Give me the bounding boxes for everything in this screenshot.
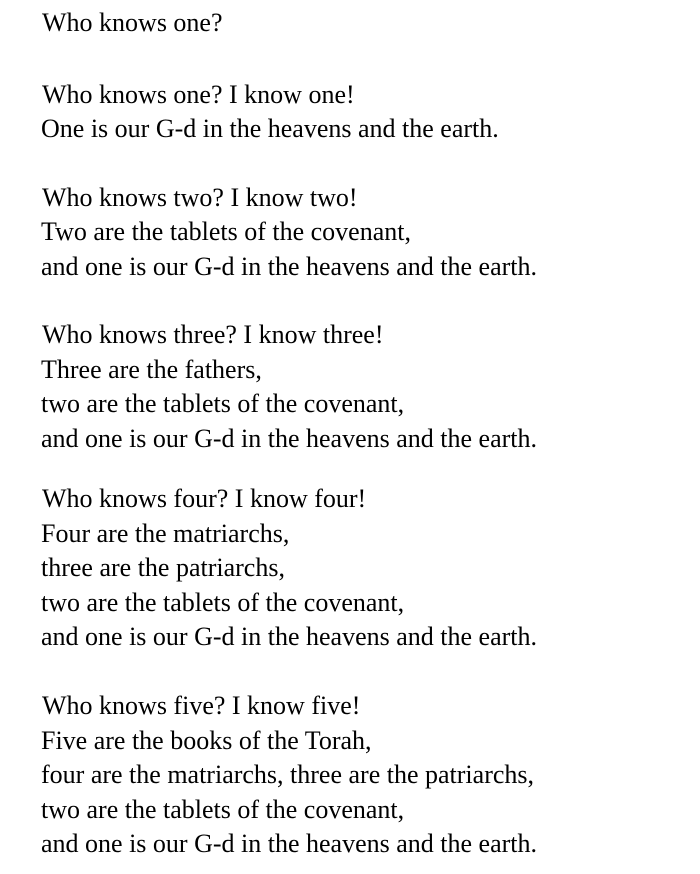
stanza-line: Who knows five? I know five! [42,691,361,720]
stanza-line: One is our G-d in the heavens and the earth. [41,114,499,143]
stanza-line: Two are the tablets of the covenant, [41,217,411,246]
stanza-line: two are the tablets of the covenant, [41,588,405,617]
stanza-line: Five are the books of the Torah, [41,726,372,755]
stanza-line: Four are the matriarchs, [41,519,290,548]
stanza-line: four are the matriarchs, three are the patriarchs, [41,760,535,789]
stanza-line: Who knows one? I know one! [42,80,355,109]
document-title: Who knows one? [42,8,223,37]
stanza-line: and one is our G-d in the heavens and the earth. [41,424,538,453]
stanza-line: two are the tablets of the covenant, [41,389,405,418]
stanza-line: Three are the fathers, [41,355,262,384]
stanza-line: and one is our G-d in the heavens and the earth. [41,252,538,281]
stanza-line: Who knows two? I know two! [42,183,358,212]
stanza-line: Who knows four? I know four! [42,484,367,513]
stanza-line: and one is our G-d in the heavens and the earth. [41,829,538,858]
stanza-line: Who knows three? I know three! [42,320,384,349]
stanza-line: three are the patriarchs, [41,553,285,582]
stanza-line: two are the tablets of the covenant, [41,795,405,824]
stanza-line: and one is our G-d in the heavens and the earth. [41,622,538,651]
